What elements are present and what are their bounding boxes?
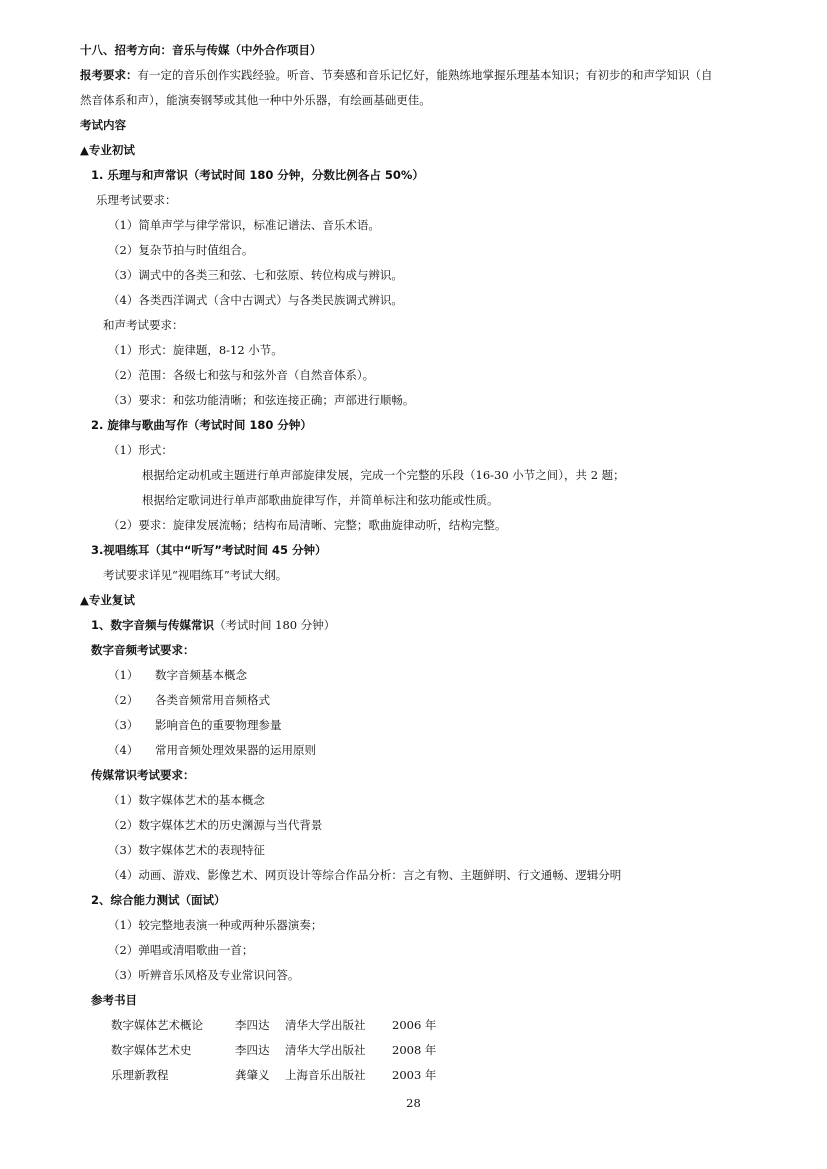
retest-item2-title: 2、综合能力测试（面试） [91, 893, 226, 907]
prelim-item3-title: 3.视唱练耳（其中“听写”考试时间 45 分钟） [91, 543, 327, 557]
media-item: （4）动画、游戏、影像艺术、网页设计等综合作品分析：言之有物、主题鲜明、行文通畅、逻辑分明 [108, 868, 622, 882]
media-item: （1）数字媒体艺术的基本概念 [108, 793, 265, 807]
retest-item1-title-line [91, 617, 335, 633]
reference-year: 2003 年 [392, 1068, 437, 1082]
audio-item [108, 667, 247, 683]
media-item: （3）数字媒体艺术的表现特征 [108, 843, 265, 857]
theory-item: （2）复杂节拍与时值组合。 [108, 243, 254, 257]
retest-item1-title: 1、数字音频与传媒常识 [91, 618, 215, 632]
audio-item-text: 各类音频常用音频格式 [155, 693, 270, 707]
requirements-line-1 [80, 67, 713, 83]
theory-item: （4）各类西洋调式（含中古调式）与各类民族调式辨识。 [108, 293, 403, 307]
interview-item: （2）弹唱或清唱歌曲一首； [108, 943, 254, 957]
harmony-item: （2）范围：各级七和弦与和弦外音（自然音体系）。 [108, 368, 375, 382]
reference-author: 龚肇义 [235, 1068, 270, 1082]
audio-item-text: 数字音频基本概念 [155, 668, 247, 682]
reference-title: 乐理新教程 [111, 1068, 169, 1082]
reference-title: 数字媒体艺术概论 [111, 1018, 203, 1032]
audio-label: 数字音频考试要求： [91, 643, 195, 657]
retest-heading: ▲专业复试 [80, 593, 135, 607]
reference-publisher: 上海音乐出版社 [285, 1068, 366, 1082]
prelim-item3-text: 考试要求详见“视唱练耳”考试大纲。 [103, 568, 288, 582]
audio-item [108, 742, 316, 758]
reference-row [111, 1067, 437, 1083]
prelim-item2-title: 2. 旋律与歌曲写作（考试时间 180 分钟） [91, 418, 312, 432]
retest-item1-suffix: （考试时间 180 分钟） [214, 618, 336, 632]
page-number: 28 [406, 1096, 421, 1110]
reference-row [111, 1017, 437, 1033]
form-label: （1）形式： [108, 443, 173, 457]
audio-item [108, 717, 282, 733]
section-title: 十八、招考方向：音乐与传媒（中外合作项目） [80, 43, 322, 57]
audio-item-text: 常用音频处理效果器的运用原则 [155, 743, 316, 757]
audio-item-num: （1） [108, 668, 139, 682]
audio-item-text: 影响音色的重要物理参量 [155, 718, 282, 732]
audio-item-num: （3） [108, 718, 139, 732]
form-item: 根据给定歌词进行单声部歌曲旋律写作，并简单标注和弦功能或性质。 [142, 493, 499, 507]
reference-publisher: 清华大学出版社 [285, 1018, 366, 1032]
harmony-item: （1）形式：旋律题，8-12 小节。 [108, 343, 283, 357]
reference-publisher: 清华大学出版社 [285, 1043, 366, 1057]
form-item: 根据给定动机或主题进行单声部旋律发展，完成一个完整的乐段（16-30 小节之间），共 2 题； [142, 468, 625, 482]
prelim-item1-title: 1. 乐理与和声常识（考试时间 180 分钟，分数比例各占 50%） [91, 168, 424, 182]
requirements-text-1: 有一定的音乐创作实践经验。听音、节奏感和音乐记忆好，能熟练地掌握乐理基本知识；有初步的和声学知识（自 [137, 68, 713, 82]
reference-title: 数字媒体艺术史 [111, 1043, 192, 1057]
harmony-label: 和声考试要求： [103, 318, 184, 332]
media-item: （2）数字媒体艺术的历史渊源与当代背景 [108, 818, 323, 832]
melody-requirement: （2）要求：旋律发展流畅；结构布局清晰、完整；歌曲旋律动听，结构完整。 [108, 518, 507, 532]
reference-author: 李四达 [235, 1043, 270, 1057]
media-label: 传媒常识考试要求： [91, 768, 195, 782]
reference-author: 李四达 [235, 1018, 270, 1032]
reference-year: 2006 年 [392, 1018, 437, 1032]
theory-item: （3）调式中的各类三和弦、七和弦原、转位构成与辨识。 [108, 268, 403, 282]
requirements-label: 报考要求： [80, 68, 138, 82]
reference-row [111, 1042, 437, 1058]
audio-item-num: （2） [108, 693, 139, 707]
harmony-item: （3）要求：和弦功能清晰；和弦连接正确；声部进行顺畅。 [108, 393, 415, 407]
references-heading: 参考书目 [91, 993, 137, 1007]
audio-item-num: （4） [108, 743, 139, 757]
exam-content-heading: 考试内容 [80, 118, 126, 132]
interview-item: （1）较完整地表演一种或两种乐器演奏； [108, 918, 323, 932]
requirements-line-2: 然音体系和声），能演奏钢琴或其他一种中外乐器，有绘画基础更佳。 [80, 93, 431, 107]
prelim-heading: ▲专业初试 [80, 143, 135, 157]
audio-item [108, 692, 270, 708]
theory-label: 乐理考试要求： [96, 193, 177, 207]
reference-year: 2008 年 [392, 1043, 437, 1057]
interview-item: （3）听辨音乐风格及专业常识问答。 [108, 968, 300, 982]
theory-item: （1）简单声学与律学常识，标准记谱法、音乐术语。 [108, 218, 380, 232]
